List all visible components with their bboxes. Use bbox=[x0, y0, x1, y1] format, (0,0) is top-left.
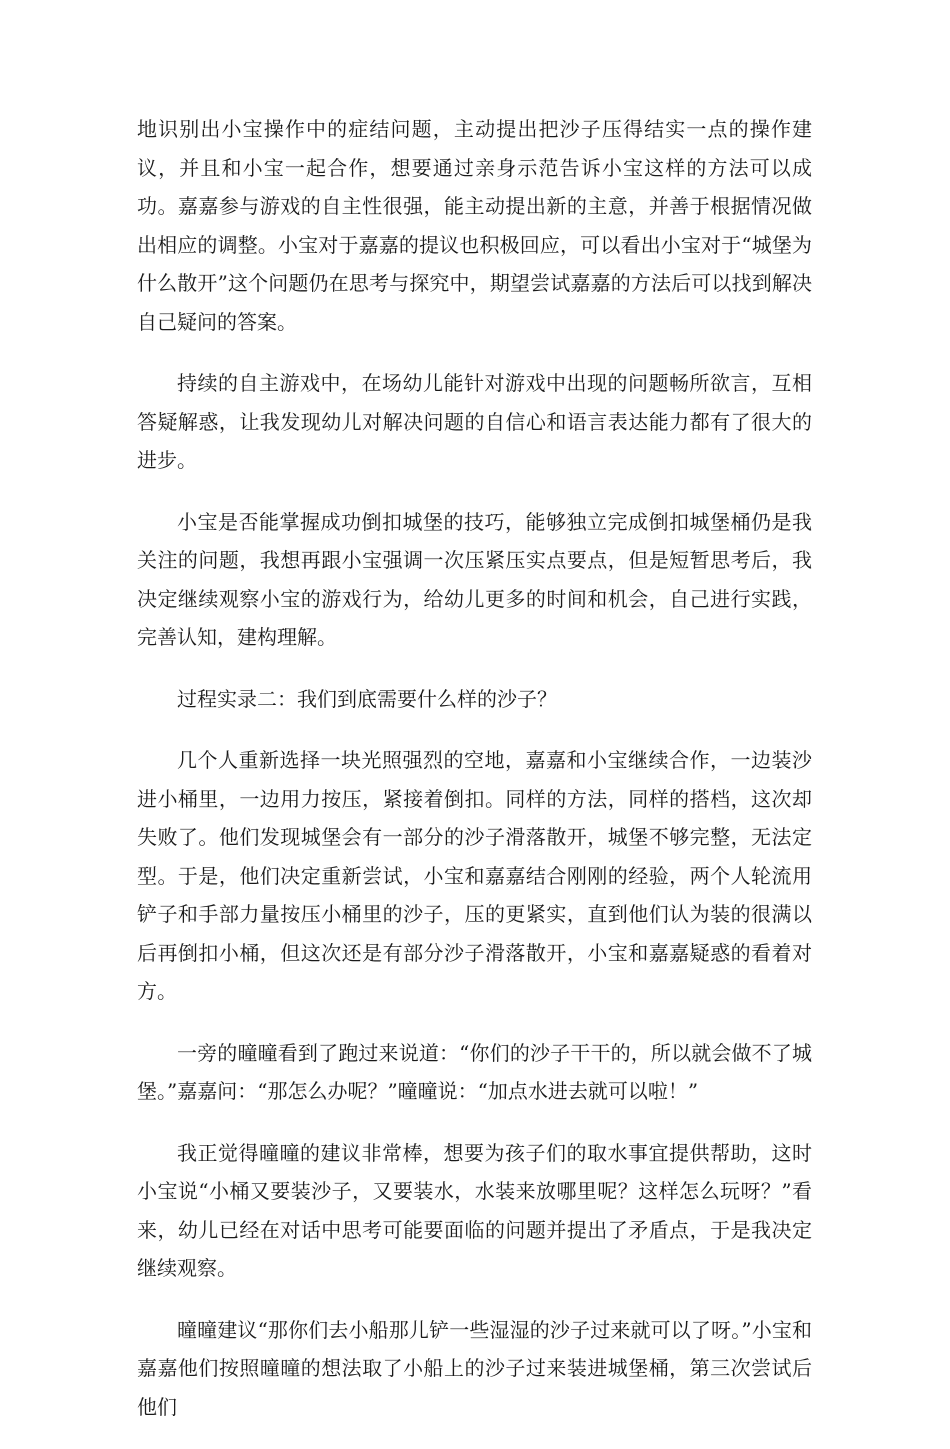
paragraph-2: 持续的自主游戏中，在场幼儿能针对游戏中出现的问题畅所欲言，互相答疑解惑，让我发现幼儿对解决问题的自信心和语言表达能力都有了很大的进步。 bbox=[137, 371, 812, 472]
paragraph-5: 一旁的曈曈看到了跑过来说道：“你们的沙子干干的，所以就会做不了城堡。”嘉嘉问：“那怎么办呢？”曈曈说：“加点水进去就可以啦！” bbox=[137, 1040, 812, 1103]
paragraph-3: 小宝是否能掌握成功倒扣城堡的技巧，能够独立完成倒扣城堡桶仍是我关注的问题，我想再跟小宝强调一次压紧压实点要点，但是短暂思考后，我决定继续观察小宝的游戏行为，给幼儿更多的时间和机会，自己进行实践，完善认知，建构理解。 bbox=[137, 509, 812, 649]
section-heading: 过程实录二：我们到底需要什么样的沙子？ bbox=[177, 686, 557, 711]
paragraph-1: 地识别出小宝操作中的症结问题，主动提出把沙子压得结实一点的操作建议，并且和小宝一起合作，想要通过亲身示范告诉小宝这样的方法可以成功。嘉嘉参与游戏的自主性很强，能主动提出新的主意，并善于根据情况做出相应的调整。小宝对于嘉嘉的提议也积极回应，可以看出小宝对于“城堡为什么散开”这个问题仍在思考与探究中，期望尝试嘉嘉的方法后可以找到解决自己疑问的答案。 bbox=[137, 117, 812, 334]
paragraph-6: 我正觉得曈曈的建议非常棒，想要为孩子们的取水事宜提供帮助，这时小宝说“小桶又要装沙子，又要装水，水装来放哪里呢？这样怎么玩呀？”看来，幼儿已经在对话中思考可能要面临的问题并提出了矛盾点，于是我决定继续观察。 bbox=[137, 1140, 812, 1280]
document-body bbox=[137, 110, 812, 1449]
paragraph-7: 曈曈建议“那你们去小船那儿铲一些湿湿的沙子过来就可以了呀。”小宝和嘉嘉他们按照曈曈的想法取了小船上的沙子过来装进城堡桶，第三次尝试后他们 bbox=[137, 1317, 812, 1419]
paragraph-4: 几个人重新选择一块光照强烈的空地，嘉嘉和小宝继续合作，一边装沙进小桶里，一边用力按压，紧接着倒扣。同样的方法，同样的搭档，这次却失败了。他们发现城堡会有一部分的沙子滑落散开，城堡不够完整，无法定型。于是，他们决定重新尝试，小宝和嘉嘉结合刚刚的经验，两个人轮流用铲子和手部力量按压小桶里的沙子，压的更紧实，直到他们认为装的很满以后再倒扣小桶，但这次还是有部分沙子滑落散开，小宝和嘉嘉疑惑的看着对方。 bbox=[137, 748, 812, 1003]
